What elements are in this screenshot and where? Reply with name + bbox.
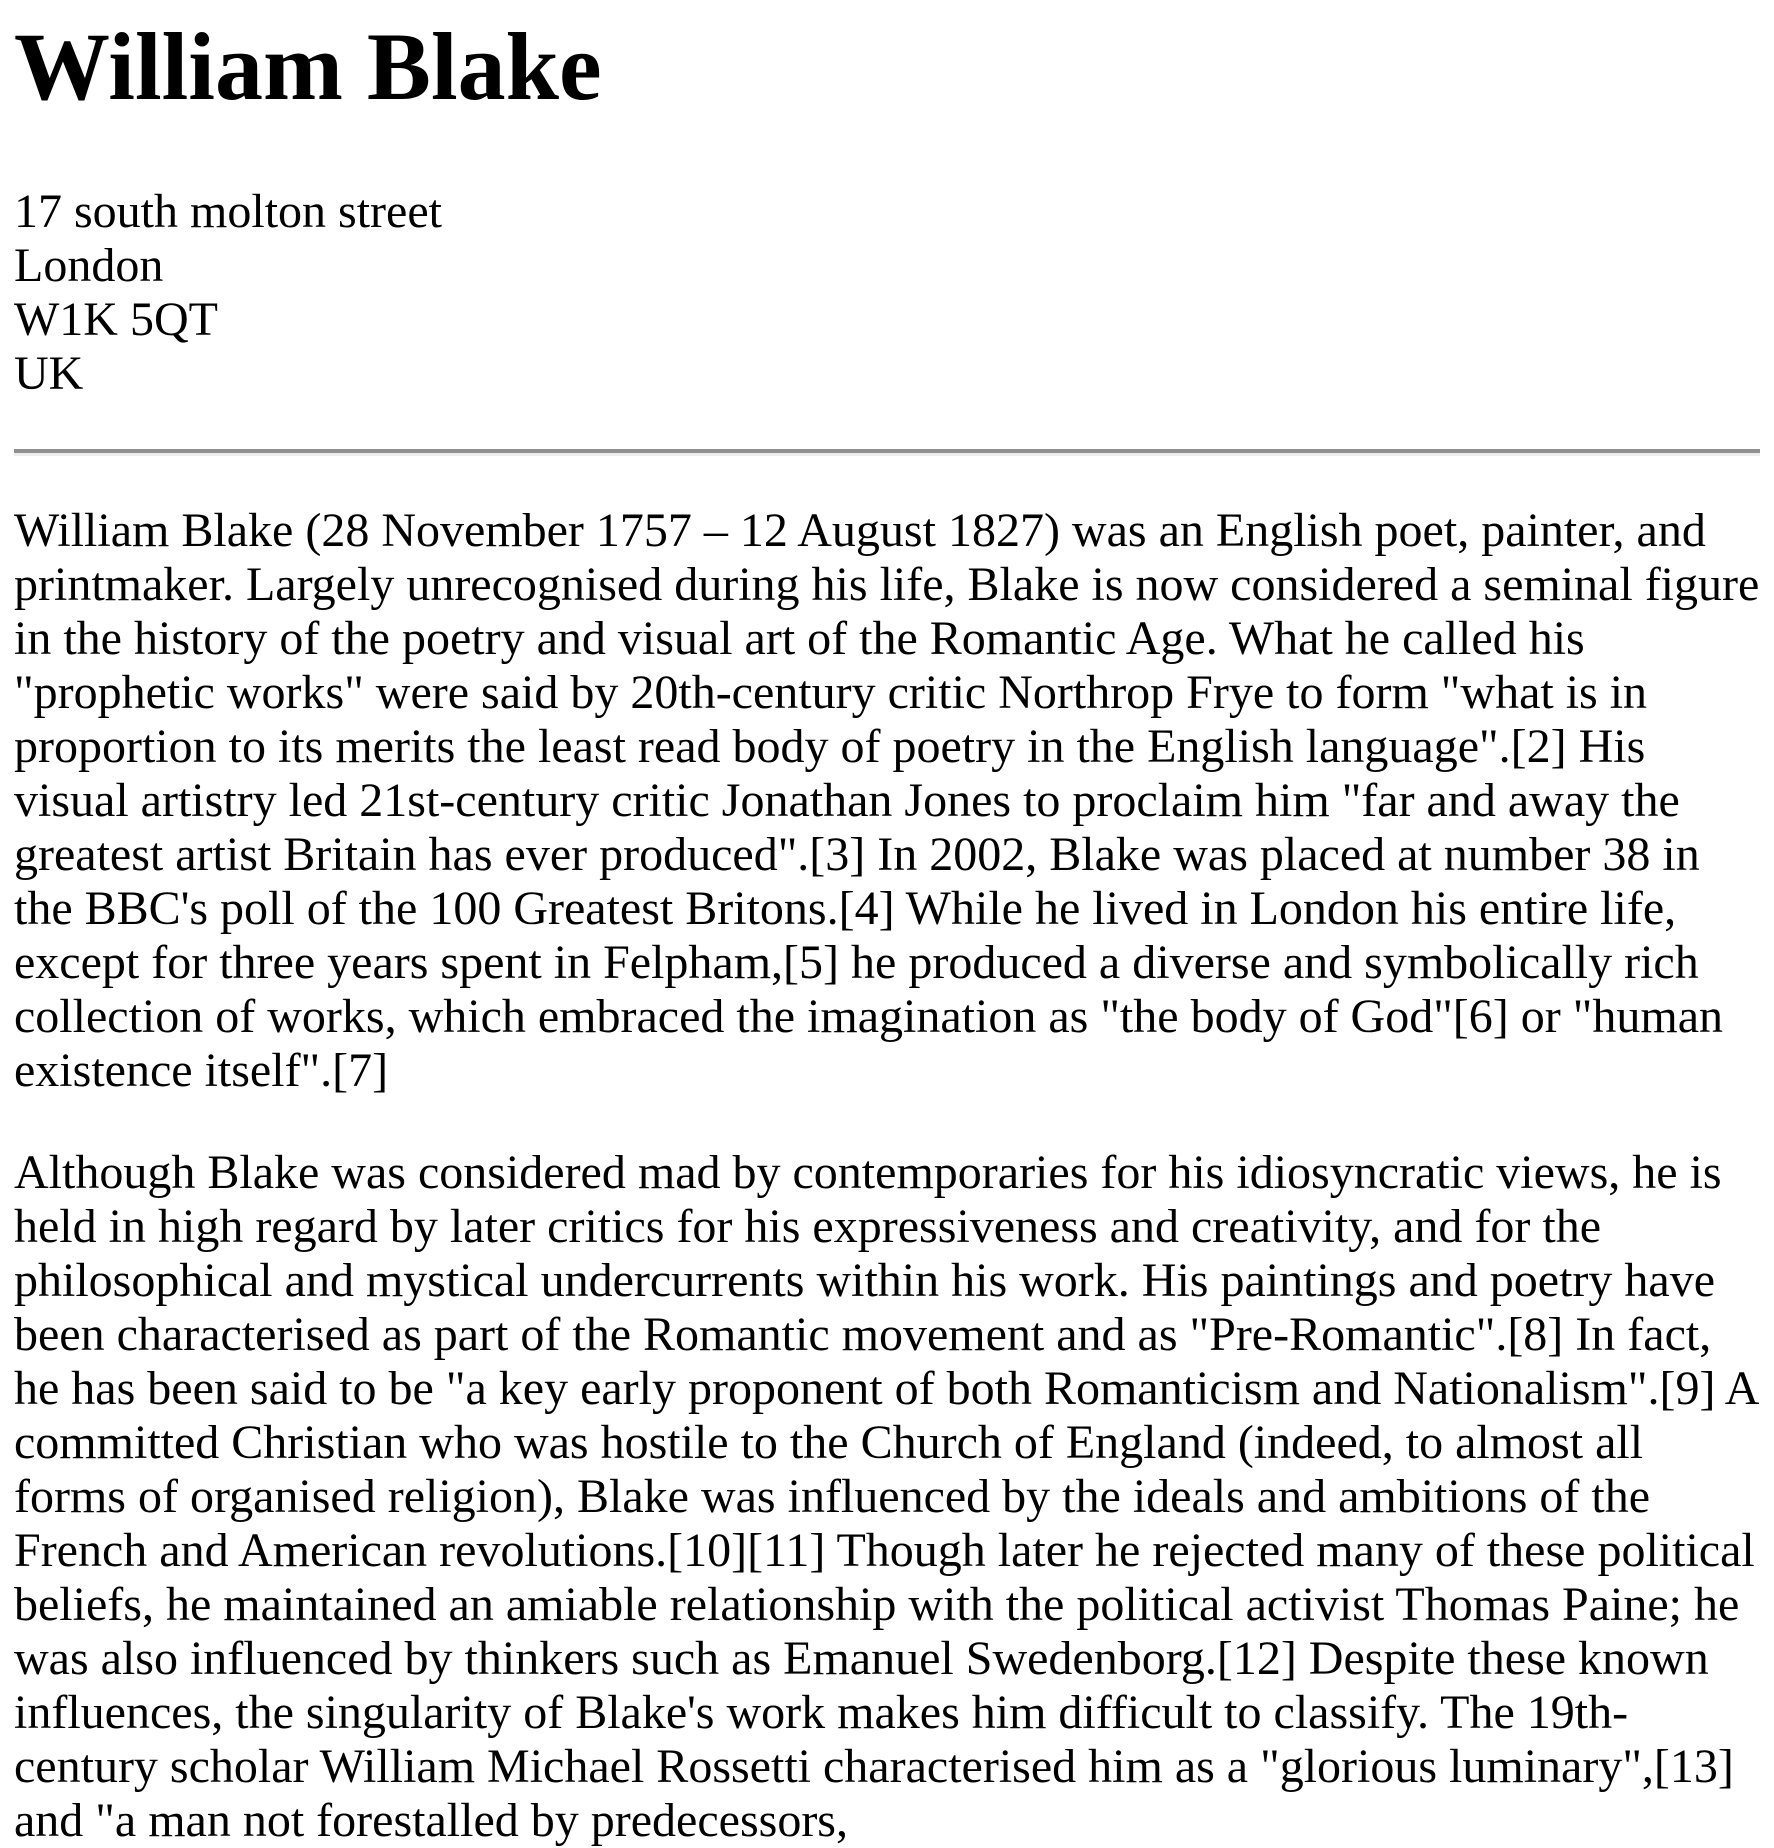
- divider: [14, 449, 1760, 456]
- page-title: William Blake: [14, 13, 602, 120]
- address-line-country: UK: [14, 347, 84, 400]
- address-line-street: 17 south molton street: [14, 185, 442, 238]
- address-line-postcode: W1K 5QT: [14, 293, 218, 346]
- intro-paragraph-1: William Blake (28 November 1757 – 12 August 1827) was an English poet, painter, and printmaker. Largely unrecognised during his life, Blake is now considered a seminal figure in the history of the poetry and visual art of the Romantic Age. What he called his "prophetic works" were said by 20th-century critic Northrop Frye to form "what is in proportion to its merits the least read body of poetry in the English language".[2] His visual artistry led 21st-century critic Jonathan Jones to proclaim him "far and away the greatest artist Britain has ever produced".[3] In 2002, Blake was placed at number 38 in the BBC's poll of the 100 Greatest Britons.[4] While he lived in London his entire life, except for three years spent in Felpham,[5] he produced a diverse and symbolically rich collection of works, which embraced the imagination as "the body of God"[6] or "human existence itself".[7]: [14, 504, 1760, 1097]
- address-block: [14, 185, 1760, 401]
- address-line-city: London: [14, 239, 164, 292]
- intro-paragraph-2: Although Blake was considered mad by contemporaries for his idiosyncratic views, he is held in high regard by later critics for his expressiveness and creativity, and for the philosophical and mystical undercurrents within his work. His paintings and poetry have been characterised as part of the Romantic movement and as "Pre-Romantic".[8] In fact, he has been said to be "a key early proponent of both Romanticism and Nationalism".[9] A committed Christian who was hostile to the Church of England (indeed, to almost all forms of organised religion), Blake was influenced by the ideals and ambitions of the French and American revolutions.[10][11] Though later he rejected many of these political beliefs, he maintained an amiable relationship with the political activist Thomas Paine; he was also influenced by thinkers such as Emanuel Swedenborg.[12] Despite these known influences, the singularity of Blake's work makes him difficult to classify. The 19th-century scholar William Michael Rossetti characterised him as a "glorious luminary",[13] and "a man not forestalled by predecessors,: [14, 1146, 1757, 1847]
